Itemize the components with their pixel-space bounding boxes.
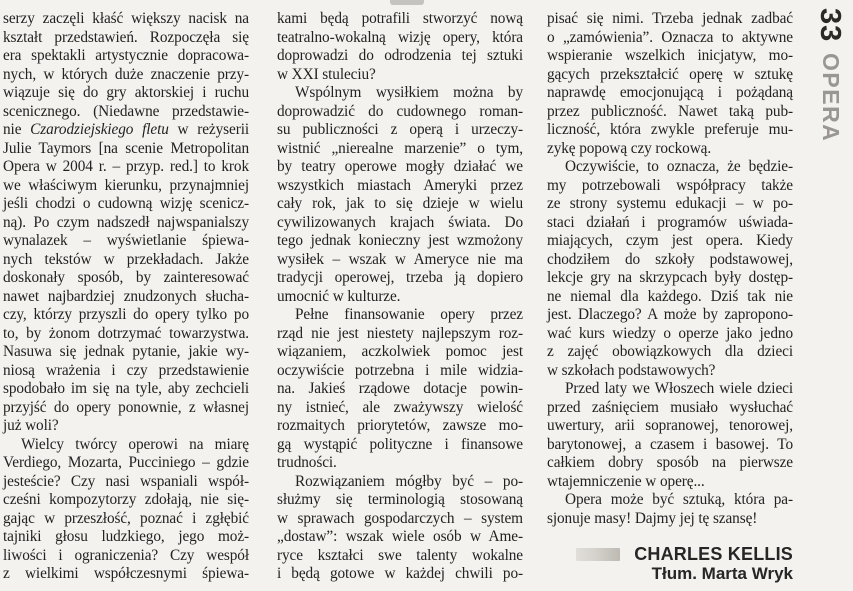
article-column-2 xyxy=(277,10,523,584)
text-line: kształt przedstawień. Rozpoczęła się xyxy=(3,28,249,46)
byline xyxy=(576,544,793,565)
text-line: z zajęć obowiązkowych dla dzieci xyxy=(547,343,793,360)
text-line: niosą wrażenia i czy przedstawienie xyxy=(3,361,249,379)
text-line: doskonały sposób, by zainteresować xyxy=(3,269,249,286)
text-line: już woli? xyxy=(3,417,59,434)
text-line: su publiczności z operą i urzeczy- xyxy=(277,121,523,138)
text-line: ne niemal dla każdego. Dziś tak nie xyxy=(547,287,793,305)
text-line: teatralno-wokalną wizję opery, która xyxy=(277,28,523,46)
text-line: służmy się terminologią stosowaną xyxy=(277,491,523,508)
text-line: naprawdę emocjonującą i pożądaną xyxy=(547,84,793,101)
text-line: spodobało im się na tyle, aby zechcieli xyxy=(3,380,249,397)
text-line: wszystkich miastach Ameryki przez xyxy=(277,176,523,194)
text-line: całkiem dobry sposób na pierwsze xyxy=(547,454,793,471)
text-line: scenicznego. (Niedawne przedstawie- xyxy=(3,102,249,120)
scan-artifact xyxy=(390,0,424,5)
text-line: w XXI stuleciu? xyxy=(277,65,376,83)
text-line: doprowadzić do cudownego roman- xyxy=(277,102,523,120)
text-line: nawet najbardziej znudzonych słucha- xyxy=(3,287,249,305)
text-line: wspieranie wszelkich inicjatyw, mo- xyxy=(547,47,793,64)
text-line: jest. Dlaczego? A może by zapropono- xyxy=(547,306,793,323)
text-line: cywilizowanych krajach świata. Do xyxy=(277,213,523,231)
text-line: czy, którzy przyszli do opery tylko po xyxy=(3,306,249,323)
text-line: przez publiczność. Nawet taką pub- xyxy=(547,102,793,120)
text-line: oczywiście potrzebna i mile widzia- xyxy=(277,361,523,379)
text-line: ryce kształci swe talenty wokalne xyxy=(277,546,523,564)
text-line: liwości i ograniczenia? Czy wespół xyxy=(3,546,249,564)
text-line: ze strony systemu edukacji – w po- xyxy=(547,195,793,212)
text-line: w szkołach podstawowych? xyxy=(547,361,716,379)
text-line: cześni kompozytorzy zdołają, nie się- xyxy=(3,491,249,508)
text-line: doprowadzi do odrodzenia tej sztuki xyxy=(277,47,523,64)
text-line: tego jednak konieczny jest wzmożony xyxy=(277,232,523,249)
text-line: Opera może być sztuką, która pa- xyxy=(565,491,793,508)
text-line: uwertury, arii sopranowej, tenorowej, xyxy=(547,417,793,434)
text-line: jeśli chodzi o cudowną wizję scenicz- xyxy=(3,195,249,212)
text-line: trudności. xyxy=(277,454,337,471)
text-line: staci działań i programów uświada- xyxy=(547,213,793,231)
text-line: tajniki głosu ludzkiego, jego moż- xyxy=(3,528,249,545)
text-line: wynalazek – wyświetlanie śpiewa- xyxy=(3,232,249,249)
text-line: Opera w 2004 r. – przyp. red.] to krok xyxy=(3,158,249,175)
text-line: ną). Po czym nadszedł najwspanialszy xyxy=(3,213,249,231)
text-line: chodziłem do szkoły podstawowej, xyxy=(547,250,793,268)
text-line: ny istnieć, ale zważywszy wielość xyxy=(277,398,523,416)
text-line: przyjść do opery ponownie, z własnej xyxy=(3,398,249,416)
byline-author: CHARLES KELLIS xyxy=(634,544,793,564)
text-line: jesteście? Czy nasi wspaniali współ- xyxy=(3,472,249,490)
text-line: Rozwiązaniem mógłby być – po- xyxy=(295,472,523,490)
text-line: Julie Taymors [na scenie Metropolitan xyxy=(3,139,249,157)
text-line: przed zaśnięciem musiało wysłuchać xyxy=(547,398,793,416)
text-line: umocnić w kulturze. xyxy=(277,287,401,305)
text-line: i będą gotowe w każdej chwili po- xyxy=(277,565,523,582)
text-line: nie Czarodziejskiego fletu w reżyserii xyxy=(3,121,249,138)
text-line: wać kurs wiedzy o operze jako jedno xyxy=(547,324,793,342)
text-line: pisać się nimi. Trzeba jednak zadbać xyxy=(547,10,793,27)
section-label: OPERA xyxy=(818,53,844,143)
text-line: my potrzebowali współpracy także xyxy=(547,176,793,194)
text-line: lekcje gry na skrzypcach były dostęp- xyxy=(547,269,793,286)
text-line: tradycji operowej, trzeba ją dopiero xyxy=(277,269,523,286)
article-column-1 xyxy=(3,10,249,584)
text-line: gących przekształcić operę w sztukę xyxy=(547,65,793,83)
text-line: wysiłek – wszak w Ameryce nie ma xyxy=(277,250,523,268)
text-line: gając w przeszłość, poznać i zgłębić xyxy=(3,509,249,527)
text-line: liczność, która zwykle preferuje mu- xyxy=(547,121,793,138)
text-line: barytonowej, a czasem i basowej. To xyxy=(547,435,793,453)
text-line: w sprawach gospodarczych – system xyxy=(277,509,523,527)
text-line: serzy zaczęli kłaść większy nacisk na xyxy=(3,10,249,27)
text-line: sjonuje masy! Dajmy jej tę szansę! xyxy=(547,509,758,527)
text-line: wiązaniem, aczkolwiek pomoc jest xyxy=(277,343,523,360)
text-line: Wielcy twórcy operowi na miarę xyxy=(21,435,249,453)
text-line: nych tekstów w przekładach. Jakże xyxy=(3,250,249,268)
text-line: rozmaitych priorytetów, zawsze mo- xyxy=(277,417,523,434)
text-line: Oczywiście, to oznacza, że będzie- xyxy=(565,158,793,175)
text-line: wiązuje się do gry aktorskiej i ruchu xyxy=(3,84,249,101)
text-line: wistnić „nierealne marzenie” o tym, xyxy=(277,139,523,157)
article-column-3 xyxy=(547,10,793,528)
text-line: cały rok, jak to się dzieje w wielu xyxy=(277,195,523,212)
text-line: Pełne finansowanie opery przez xyxy=(295,306,523,323)
text-line: by teatry operowe mogły działać we xyxy=(277,158,523,175)
text-line: rząd nie jest niestety najlepszym roz- xyxy=(277,324,523,342)
text-line: z wielkimi współczesnymi śpiewa- xyxy=(3,565,249,582)
text-line: wtajemniczenie w operę... xyxy=(547,472,705,490)
text-line: o „zamówienia”. Oznacza to aktywne xyxy=(547,28,793,46)
scan-smudge xyxy=(576,548,620,561)
text-line: Przed laty we Włoszech wiele dzieci xyxy=(565,380,793,397)
text-line: kami będą potrafili stworzyć nową xyxy=(277,10,523,27)
byline-translator: Tłum. Marta Wryk xyxy=(651,564,793,583)
text-line: Verdiego, Mozarta, Pucciniego – gdzie xyxy=(3,454,249,471)
text-line: zykę popową czy rockową. xyxy=(547,139,712,157)
text-line: na. Jakieś rządowe dotacje powin- xyxy=(277,380,523,397)
text-line: nych, w których duże znaczenie przy- xyxy=(3,65,249,83)
text-line: miających, czym jest opera. Kiedy xyxy=(547,232,793,249)
text-line: gą wystąpić polityczne i finansowe xyxy=(277,435,523,453)
text-line: era spektakli artystycznie dopracowa- xyxy=(3,47,249,64)
text-line: Wspólnym wysiłkiem można by xyxy=(295,84,523,101)
text-line: „dostaw”: wszak wiele osób w Ame- xyxy=(277,528,523,545)
text-line: Nasuwa się jednak pytanie, jakie wy- xyxy=(3,343,249,360)
text-line: to, by żonom dotrzymać towarzystwa. xyxy=(3,324,249,342)
text-line: we właściwym kierunku, przynajmniej xyxy=(3,176,249,194)
page-number: 33 xyxy=(814,8,846,43)
